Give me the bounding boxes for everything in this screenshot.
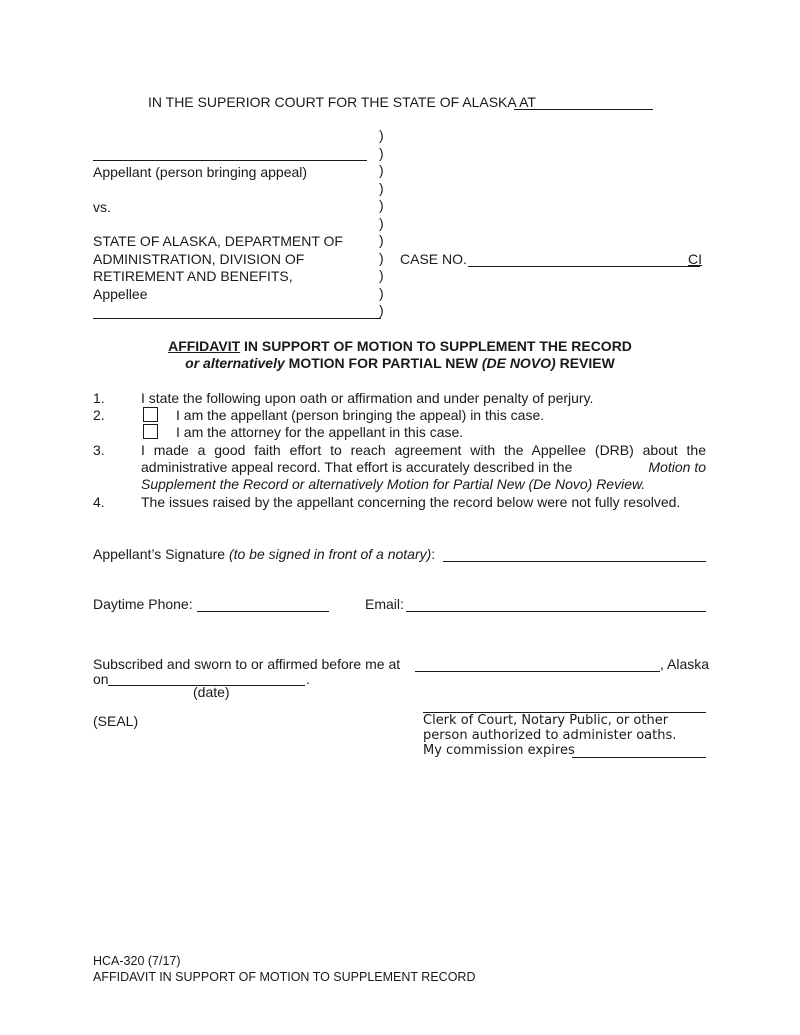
bracket: ) <box>379 250 384 266</box>
title-end: REVIEW <box>555 355 615 371</box>
bracket: ) <box>379 267 384 283</box>
form-number: HCA-320 (7/17) <box>93 954 181 968</box>
bracket: ) <box>379 145 384 161</box>
bracket: ) <box>379 215 384 231</box>
item-text: I made a good faith effort to reach agreement with the Appellee (DRB) about the <box>141 442 706 458</box>
clerk-text: Clerk of Court, Notary Public, or other <box>423 713 669 728</box>
clerk-text: person authorized to administer oaths. <box>423 728 677 743</box>
phone-label: Daytime Phone: <box>93 596 193 612</box>
item-text-italic: Motion to <box>648 459 706 475</box>
signature-text: Appellant’s Signature <box>93 546 229 562</box>
appellee-line: STATE OF ALASKA, DEPARTMENT OF <box>93 233 343 249</box>
attorney-checkbox[interactable] <box>143 424 158 439</box>
appellant-label: Appellant (person bringing appeal) <box>93 164 308 180</box>
bracket: ) <box>379 302 384 318</box>
bracket: ) <box>379 285 384 301</box>
bracket: ) <box>379 180 384 196</box>
seal-label: (SEAL) <box>93 713 139 729</box>
document-title-line1 <box>0 338 800 355</box>
signature-note: (to be signed in front of a notary) <box>228 546 432 562</box>
item-number: 3. <box>93 442 105 458</box>
signature-label <box>93 546 435 563</box>
bracket: ) <box>379 197 384 213</box>
title-alt: or alternatively <box>185 355 285 371</box>
item-text: I state the following upon oath or affirmation and under penalty of perjury. <box>141 390 594 406</box>
appellant-option-label: I am the appellant (person bringing the appeal) in this case. <box>176 407 545 423</box>
appellee-line: RETIREMENT AND BENEFITS, <box>93 268 293 284</box>
form-title: AFFIDAVIT IN SUPPORT OF MOTION TO SUPPLEMENT RECORD <box>93 970 476 984</box>
case-no-label: CASE NO. <box>400 251 467 267</box>
title-de-novo: (DE NOVO) <box>481 355 556 371</box>
title-rest: IN SUPPORT OF MOTION TO SUPPLEMENT THE RECORD <box>240 338 632 354</box>
title-affidavit: AFFIDAVIT <box>168 338 241 354</box>
signature-colon: : <box>431 546 436 562</box>
item-number: 1. <box>93 390 105 406</box>
item-text-italic: Supplement the Record or alternatively Motion for Partial New (De Novo) Review. <box>141 476 646 492</box>
vs-label: vs. <box>93 199 111 215</box>
email-line[interactable] <box>406 611 706 612</box>
appellant-name-line[interactable] <box>93 160 367 161</box>
item-number: 2. <box>93 407 105 423</box>
court-location-line[interactable] <box>514 109 653 110</box>
attorney-option-label: I am the attorney for the appellant in this case. <box>176 424 464 440</box>
signature-line[interactable] <box>443 561 706 562</box>
appellant-checkbox[interactable] <box>143 407 158 422</box>
date-label: (date) <box>193 684 230 700</box>
document-title-line2 <box>0 355 800 372</box>
sworn-text: Subscribed and sworn to or affirmed before me at <box>93 656 401 672</box>
case-no-line[interactable] <box>468 266 700 267</box>
bracket: ) <box>379 162 384 178</box>
alaska-text: , Alaska <box>660 656 710 672</box>
title-mid: MOTION FOR PARTIAL NEW <box>284 355 482 371</box>
commission-line[interactable] <box>572 757 706 758</box>
phone-line[interactable] <box>197 611 329 612</box>
commission-label: My commission expires <box>423 743 575 758</box>
item-text: The issues raised by the appellant concerning the record below were not fully resolved. <box>141 494 681 510</box>
appellee-line: ADMINISTRATION, DIVISION OF <box>93 251 305 267</box>
appellee-label: Appellee <box>93 286 148 302</box>
on-text: on <box>93 671 109 687</box>
court-heading: IN THE SUPERIOR COURT FOR THE STATE OF ALASKA AT <box>148 94 536 110</box>
item-number: 4. <box>93 494 105 510</box>
caption-bottom-line <box>93 318 381 319</box>
bracket: ) <box>379 232 384 248</box>
bracket: ) <box>379 127 384 143</box>
period: . <box>306 671 310 687</box>
email-label: Email: <box>365 596 404 612</box>
item-text: administrative appeal record. That effort is accurately described in the <box>141 459 573 475</box>
sworn-location-line[interactable] <box>415 671 660 672</box>
case-suffix: CI <box>688 251 702 267</box>
